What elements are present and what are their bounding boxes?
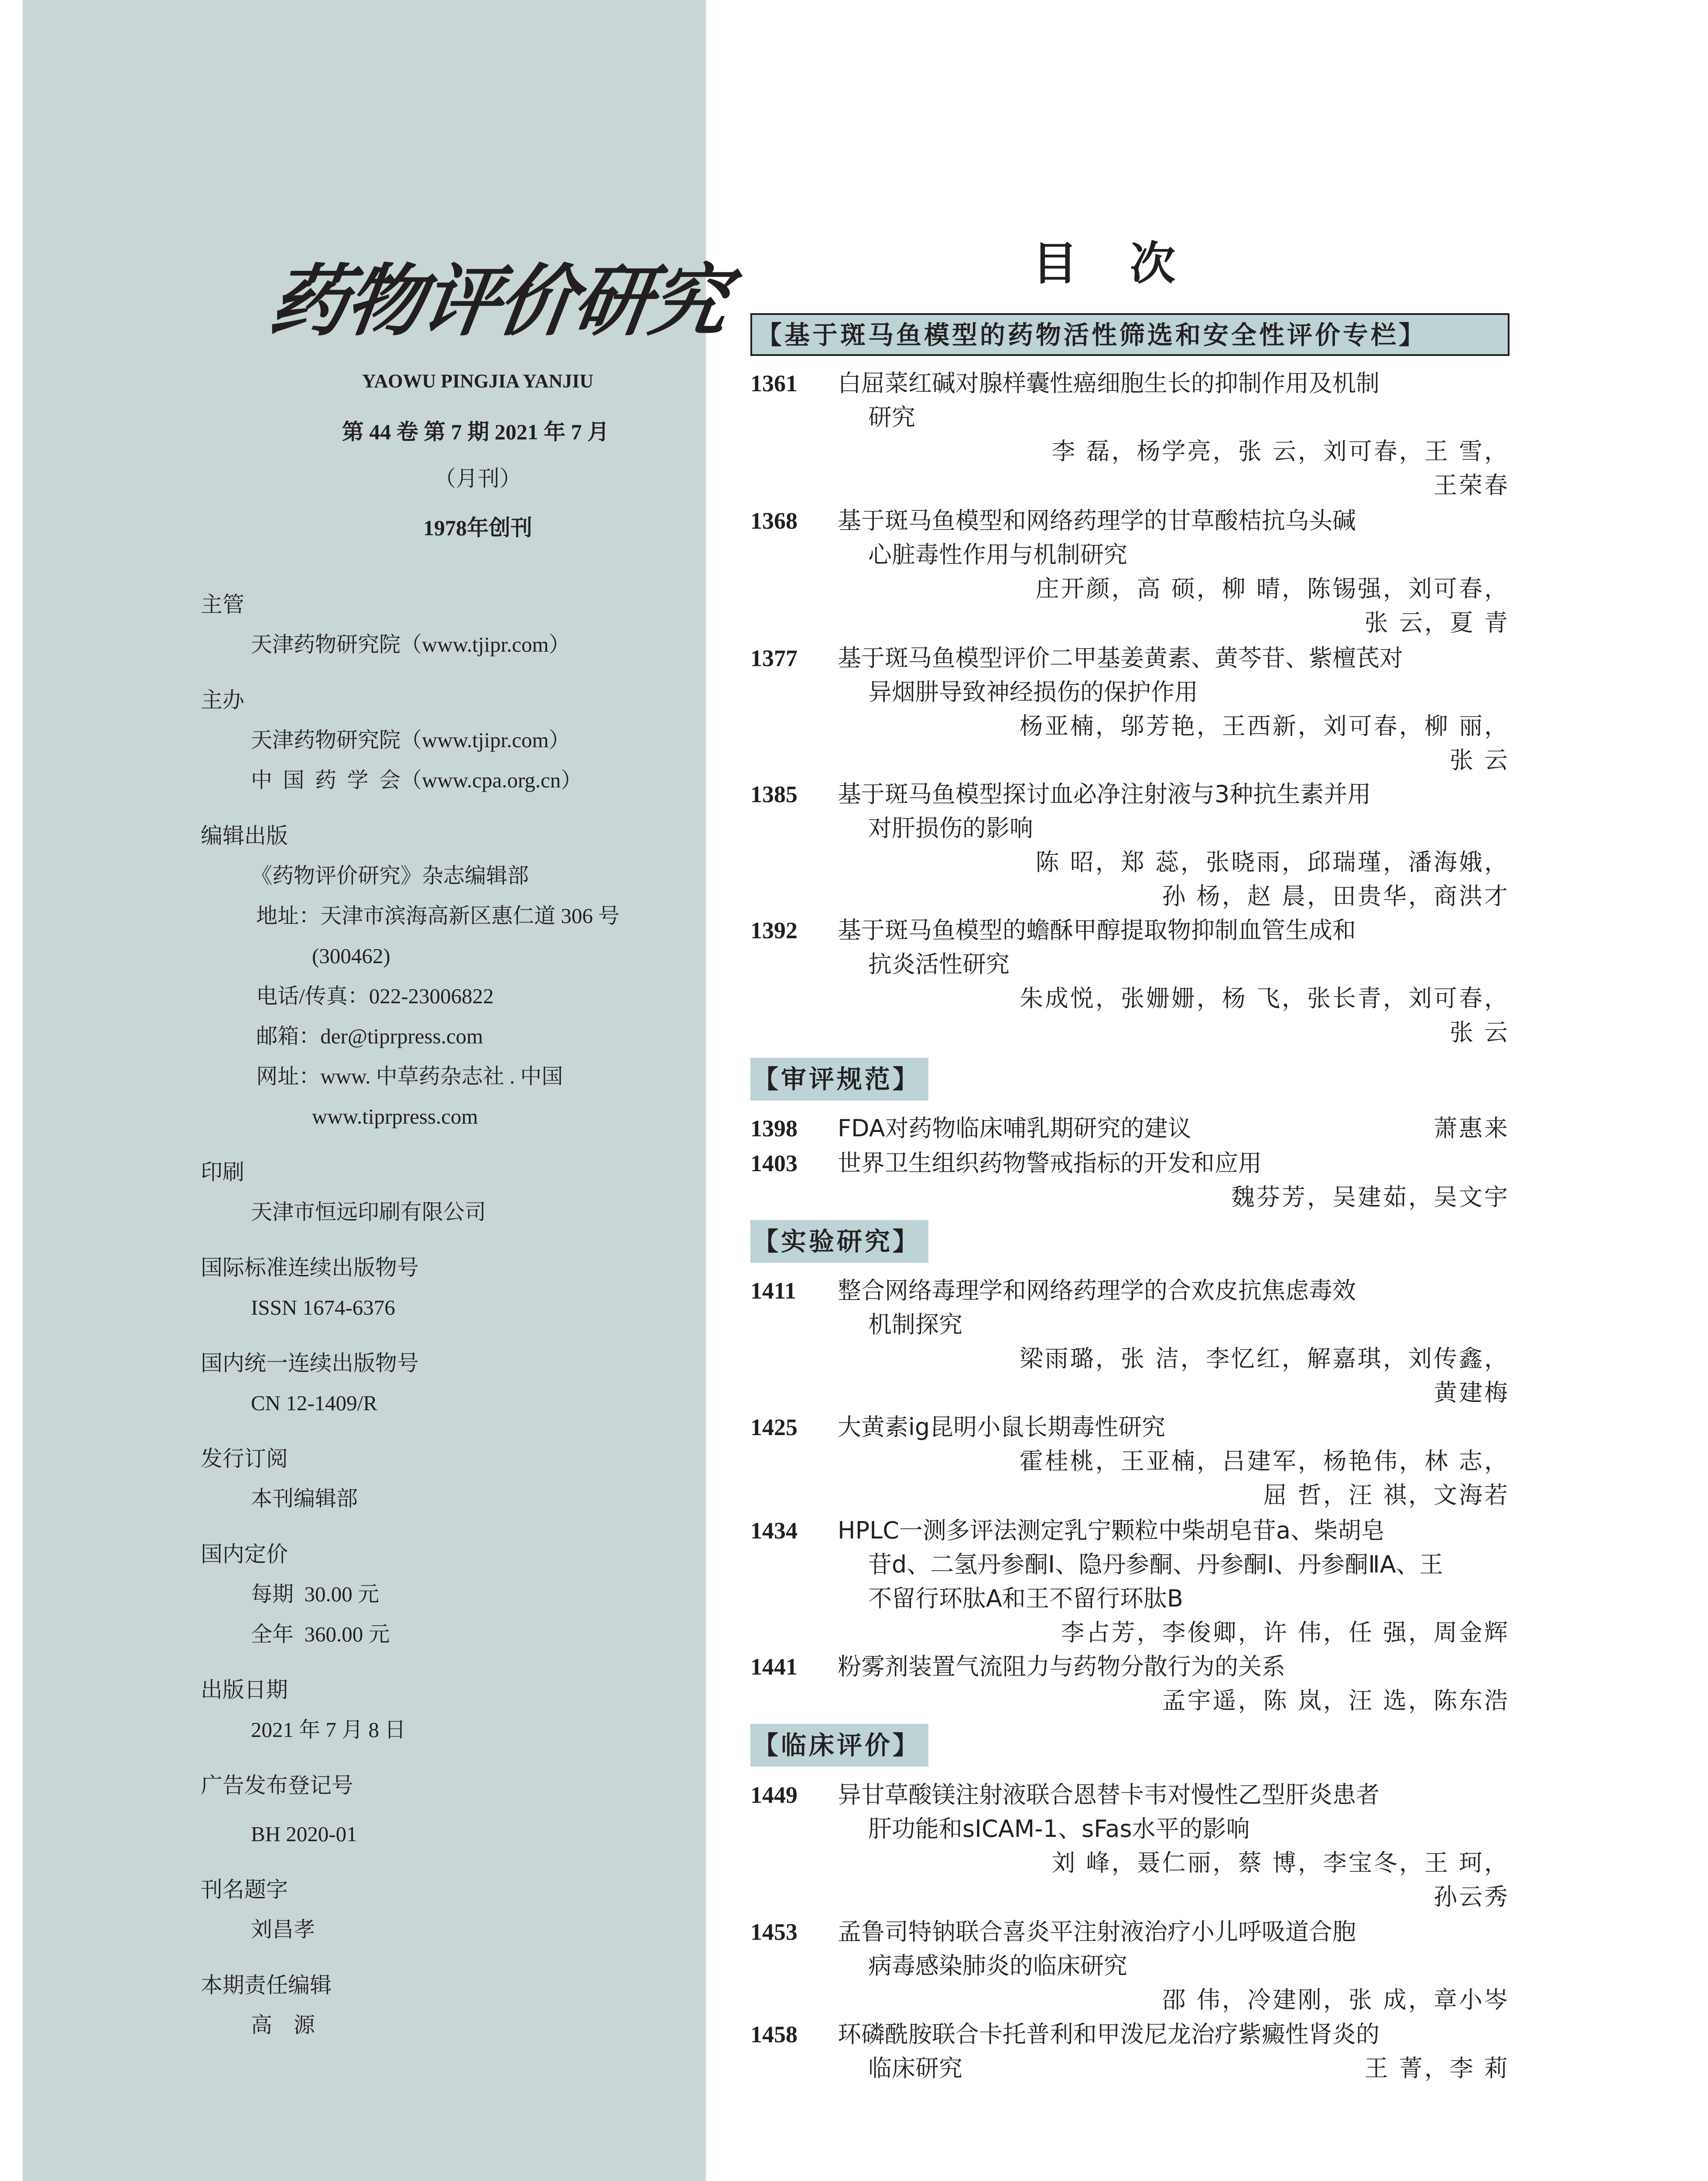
article-authors: 孟宇遥，陈 岚，汪 选，陈东浩 bbox=[1162, 1687, 1509, 1714]
info-line: ISSN 1674-6376 bbox=[251, 1296, 395, 1320]
article-title: 环磷酰胺联合卡托普利和甲泼尼龙治疗紫癜性肾炎的 bbox=[838, 2020, 1379, 2048]
journal-title-calligraphy: 药物评价研究 bbox=[264, 255, 732, 346]
page-number: 1449 bbox=[750, 1782, 798, 1808]
article-title: 粉雾剂装置气流阻力与药物分散行为的关系 bbox=[838, 1653, 1285, 1680]
page-number: 1411 bbox=[750, 1278, 797, 1304]
toc-entry[interactable] bbox=[750, 504, 1509, 640]
article-authors: 杨亚楠，邬芳艳，王西新，刘可春，柳 丽， bbox=[1019, 712, 1509, 740]
info-line: BH 2020-01 bbox=[251, 1822, 357, 1846]
info-group-calligraphy bbox=[201, 1870, 681, 1950]
toc-entry[interactable] bbox=[750, 1410, 1509, 1512]
page-number: 1434 bbox=[750, 1518, 798, 1544]
article-authors: 梁雨璐，张 洁，李忆红，解嘉琪，刘传鑫， bbox=[1019, 1345, 1509, 1372]
article-authors: 王 菁，李 莉 bbox=[1364, 2055, 1509, 2082]
info-group-subscription bbox=[201, 1439, 681, 1519]
info-group-printer bbox=[201, 1152, 681, 1232]
article-title-cont: 研究 bbox=[868, 403, 915, 431]
info-head: 广告发布登记号 bbox=[201, 1773, 353, 1798]
page-number: 1392 bbox=[750, 917, 798, 944]
article-title: HPLC一测多评法测定乳宁颗粒中柴胡皂苷a、柴胡皂 bbox=[838, 1517, 1385, 1544]
info-group-issn bbox=[201, 1248, 681, 1328]
article-title-cont: 机制探究 bbox=[868, 1311, 962, 1338]
article-authors: 陈 昭，郑 蕊，张晓雨，邱瑞瑾，潘海娥， bbox=[1035, 848, 1509, 876]
article-authors-cont: 张 云 bbox=[1449, 1019, 1509, 1046]
toc-entry[interactable] bbox=[750, 1146, 1509, 1214]
page-number: 1398 bbox=[750, 1115, 798, 1142]
article-authors: 邵 伟，冷建刚，张 成，章小岑 bbox=[1162, 1986, 1509, 2013]
page-number: 1441 bbox=[750, 1654, 798, 1680]
toc-entry[interactable] bbox=[750, 1650, 1509, 1718]
article-title: 基于斑马鱼模型和网络药理学的甘草酸桔抗乌头碱 bbox=[838, 507, 1356, 534]
info-line: 中 国 药 学 会（www.cpa.org.cn） bbox=[251, 768, 582, 792]
article-title: 白屈菜红碱对腺样囊性癌细胞生长的抑制作用及机制 bbox=[838, 369, 1379, 397]
article-title: 基于斑马鱼模型的蟾酥甲醇提取物抑制血管生成和 bbox=[838, 916, 1356, 944]
section-tag-clinical: 【临床评价】 bbox=[750, 1724, 928, 1767]
article-title-cont: 临床研究 bbox=[868, 2055, 962, 2082]
info-group-supervisor bbox=[201, 585, 681, 665]
info-line: 每期 30.00 元 bbox=[251, 1582, 380, 1606]
toc-entry[interactable] bbox=[750, 366, 1509, 503]
article-title: 大黄素ig昆明小鼠长期毒性研究 bbox=[838, 1413, 1166, 1441]
article-title-cont: 病毒感染肺炎的临床研究 bbox=[868, 1952, 1127, 1979]
journal-logo bbox=[264, 244, 732, 358]
info-line: 网址：www. 中草药杂志社 . 中国 bbox=[251, 1064, 563, 1088]
page-number: 1403 bbox=[750, 1150, 798, 1176]
article-authors: 萧惠来 bbox=[1434, 1114, 1509, 1142]
article-title-cont: 抗炎活性研究 bbox=[868, 950, 1010, 978]
info-line: 全年 360.00 元 bbox=[251, 1622, 390, 1646]
info-line: 地址：天津市滨海高新区惠仁道 306 号 bbox=[251, 904, 620, 928]
toc-entry[interactable] bbox=[750, 1514, 1509, 1650]
info-line: 刘昌孝 bbox=[251, 1918, 315, 1942]
article-title: 孟鲁司特钠联合喜炎平注射液治疗小儿呼吸道合胞 bbox=[838, 1918, 1356, 1945]
info-line: 天津药物研究院（www.tjipr.com） bbox=[251, 632, 570, 656]
toc-entry[interactable] bbox=[750, 1274, 1509, 1410]
info-line: 《药物评价研究》杂志编辑部 bbox=[251, 864, 529, 888]
info-head: 本期责任编辑 bbox=[201, 1972, 332, 1998]
article-title: 世界卫生组织药物警戒指标的开发和应用 bbox=[838, 1149, 1262, 1177]
info-group-price bbox=[201, 1534, 681, 1655]
toc-entry[interactable] bbox=[750, 1111, 1509, 1145]
page-number: 1458 bbox=[750, 2021, 798, 2048]
article-authors-cont: 张 云，夏 青 bbox=[1364, 609, 1509, 636]
info-line: CN 12-1409/R bbox=[251, 1391, 377, 1415]
info-line: (300462) bbox=[312, 944, 390, 968]
section-tag-experiment: 【实验研究】 bbox=[750, 1220, 928, 1263]
article-authors-cont: 张 云 bbox=[1449, 746, 1509, 774]
page-number: 1453 bbox=[750, 1919, 798, 1945]
info-line: 电话/传真：022-23006822 bbox=[251, 984, 494, 1008]
info-line: 邮箱：der@tiprpress.com bbox=[251, 1024, 483, 1048]
article-authors: 李占芳，李俊卿，许 伟，任 强，周金辉 bbox=[1061, 1619, 1509, 1646]
article-authors-cont: 孙云秀 bbox=[1434, 1883, 1509, 1911]
info-head: 出版日期 bbox=[201, 1677, 288, 1702]
frequency: （月刊） bbox=[434, 466, 521, 491]
info-group-date bbox=[201, 1670, 681, 1750]
article-title-cont: 心脏毒性作用与机制研究 bbox=[868, 541, 1127, 568]
page-number: 1377 bbox=[750, 645, 798, 671]
article-title-cont: 不留行环肽A和王不留行环肽B bbox=[868, 1585, 1183, 1612]
section-tag-review: 【审评规范】 bbox=[750, 1058, 928, 1101]
page-number: 1425 bbox=[750, 1414, 798, 1440]
publication-info bbox=[201, 585, 681, 2061]
info-head: 主管 bbox=[201, 592, 244, 617]
info-line: www.tiprpress.com bbox=[312, 1104, 478, 1128]
toc-entry[interactable] bbox=[750, 2017, 1509, 2085]
info-head: 国内统一连续出版物号 bbox=[201, 1350, 419, 1376]
info-head: 刊名题字 bbox=[201, 1877, 288, 1902]
toc-entry[interactable] bbox=[750, 913, 1509, 1049]
info-line: 2021 年 7 月 8 日 bbox=[251, 1718, 406, 1742]
toc-entry[interactable] bbox=[750, 777, 1509, 913]
info-line: 本刊编辑部 bbox=[251, 1487, 358, 1511]
column-banner: 【基于斑马鱼模型的药物活性筛选和安全性评价专栏】 bbox=[750, 313, 1509, 356]
toc-heading: 目次 bbox=[1032, 237, 1228, 290]
page-number: 1385 bbox=[750, 781, 798, 807]
article-authors: 朱成悦，张姗姗，杨 飞，张长青，刘可春， bbox=[1019, 985, 1509, 1012]
info-group-publisher bbox=[201, 816, 681, 1137]
article-title: 基于斑马鱼模型评价二甲基姜黄素、黄芩苷、紫檀芪对 bbox=[838, 644, 1403, 672]
table-of-contents bbox=[750, 0, 1509, 2181]
page-number: 1368 bbox=[750, 508, 798, 534]
article-authors-cont: 黄建梅 bbox=[1434, 1379, 1509, 1406]
article-authors: 刘 峰，聂仁丽，蔡 博，李宝冬，王 珂， bbox=[1051, 1849, 1509, 1877]
article-title: FDA对药物临床哺乳期研究的建议 bbox=[838, 1114, 1191, 1142]
article-title-cont: 异烟肼导致神经损伤的保护作用 bbox=[868, 678, 1198, 706]
article-title-cont: 肝功能和sICAM-1、sFas水平的影响 bbox=[868, 1815, 1250, 1843]
article-title: 基于斑马鱼模型探讨血必净注射液与3种抗生素并用 bbox=[838, 780, 1371, 808]
article-authors: 霍桂桃，王亚楠，吕建军，杨艳伟，林 志， bbox=[1019, 1447, 1509, 1475]
info-head: 国际标准连续出版物号 bbox=[201, 1255, 419, 1280]
info-head: 主办 bbox=[201, 687, 244, 713]
article-authors-cont: 孙 杨，赵 晨，田贵华，商洪才 bbox=[1162, 882, 1509, 910]
article-authors-cont: 屈 哲，汪 祺，文海若 bbox=[1263, 1481, 1509, 1509]
article-authors: 庄开颜，高 硕，柳 晴，陈锡强，刘可春， bbox=[1035, 575, 1509, 602]
info-line: 天津药物研究院（www.tjipr.com） bbox=[251, 728, 570, 752]
info-head: 编辑出版 bbox=[201, 823, 288, 848]
info-group-ad-license bbox=[201, 1765, 681, 1854]
article-title: 整合网络毒理学和网络药理学的合欢皮抗焦虑毒效 bbox=[838, 1277, 1356, 1304]
info-group-editor bbox=[201, 1965, 681, 2045]
journal-pinyin: YAOWU PINGJIA YANJIU bbox=[362, 370, 594, 392]
info-head: 国内定价 bbox=[201, 1542, 288, 1567]
info-head: 发行订阅 bbox=[201, 1446, 288, 1471]
toc-entry[interactable] bbox=[750, 641, 1509, 777]
issue-line: 第 44 卷 第 7 期 2021 年 7 月 bbox=[342, 420, 609, 444]
info-line: 天津市恒远印刷有限公司 bbox=[251, 1200, 486, 1224]
founded-year: 1978年创刊 bbox=[423, 516, 532, 540]
toc-entry[interactable] bbox=[750, 1915, 1509, 2017]
page-number: 1361 bbox=[750, 370, 798, 397]
article-authors-cont: 王荣春 bbox=[1434, 472, 1509, 499]
article-title: 异甘草酸镁注射液联合恩替卡韦对慢性乙型肝炎患者 bbox=[838, 1781, 1379, 1808]
article-title-cont: 苷d、二氢丹参酮Ⅰ、隐丹参酮、丹参酮Ⅰ、丹参酮ⅡA、王 bbox=[868, 1551, 1443, 1578]
info-group-cn bbox=[201, 1343, 681, 1423]
info-head: 印刷 bbox=[201, 1159, 244, 1185]
info-group-sponsor bbox=[201, 680, 681, 800]
article-title-cont: 对肝损伤的影响 bbox=[868, 814, 1033, 842]
info-line: 高 源 bbox=[251, 2013, 315, 2037]
toc-entry[interactable] bbox=[750, 1778, 1509, 1914]
article-authors: 李 磊，杨学亮，张 云，刘可春，王 雪， bbox=[1051, 438, 1509, 465]
article-authors: 魏芬芳，吴建茹，吴文宇 bbox=[1231, 1183, 1509, 1211]
